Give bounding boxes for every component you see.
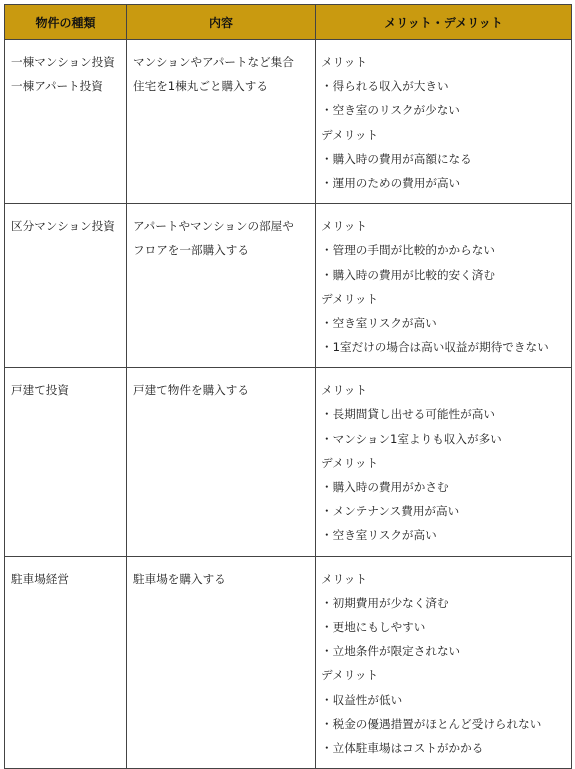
merits-demerits-cell-content [316, 204, 571, 367]
merit-item: ・立地条件が限定されない [321, 644, 461, 659]
property-type-line: 一棟アパート投資 [11, 79, 103, 94]
demerit-label: デメリット [321, 291, 379, 306]
description-cell-content [127, 40, 315, 106]
header-content: 内容 [127, 5, 316, 40]
table-row [5, 368, 572, 556]
merit-item: ・長期間貸し出せる可能性が高い [321, 407, 495, 422]
property-type-cell [5, 556, 127, 769]
description-line: アパートやマンションの部屋や [133, 219, 294, 234]
table-row [5, 40, 572, 204]
property-type-line: 一棟マンション投資 [11, 55, 115, 69]
property-type-cell-content [5, 557, 126, 599]
merit-label: メリット [321, 571, 367, 586]
merit-item: ・初期費用が少なく済む [321, 595, 449, 610]
header-property-type: 物件の種類 [5, 5, 127, 40]
description-cell-content [127, 557, 315, 599]
demerit-item: ・メンテナンス費用が高い [321, 504, 460, 519]
table-header-row [5, 5, 572, 40]
demerit-item: ・空き室リスクが高い [321, 315, 437, 330]
demerit-item: ・収益性が低い [321, 692, 403, 707]
merits-demerits-cell [316, 556, 572, 769]
property-type-cell [5, 368, 127, 556]
table-row [5, 204, 572, 368]
description-cell-content [127, 368, 315, 410]
description-cell [127, 204, 316, 368]
demerit-item: ・運用のための費用が高い [321, 175, 461, 190]
merit-item: ・得られる収入が大きい [321, 79, 449, 94]
demerit-item: ・空き室リスクが高い [321, 528, 437, 543]
property-type-line: 区分マンション投資 [11, 219, 115, 234]
merit-label: メリット [321, 219, 367, 234]
property-type-cell-content [5, 40, 126, 106]
description-cell [127, 556, 316, 769]
demerit-item: ・購入時の費用がかさむ [321, 480, 449, 494]
demerit-item: ・立体駐車場はコストがかかる [321, 740, 484, 755]
description-line: 戸建て物件を購入する [133, 383, 249, 398]
demerit-label: デメリット [321, 127, 379, 142]
merit-item: ・空き室のリスクが少ない [321, 103, 460, 118]
merit-item: ・管理の手間が比較的かからない [321, 243, 495, 258]
merit-item: ・更地にもしやすい [321, 619, 426, 634]
description-line: フロアを一部購入する [133, 243, 249, 258]
property-type-cell-content [5, 204, 126, 246]
demerit-item: ・購入時の費用が高額になる [321, 151, 472, 166]
description-cell [127, 368, 316, 556]
table-row [5, 556, 572, 769]
demerit-label: デメリット [321, 455, 379, 470]
header-merits-demerits: メリット・デメリット [316, 5, 572, 40]
description-cell [127, 40, 316, 204]
merits-demerits-cell-content [316, 368, 571, 555]
property-type-line: 駐車場経営 [11, 571, 69, 586]
demerit-item: ・税金の優遇措置がほとんど受けられない [321, 716, 542, 731]
demerit-item: ・1室だけの場合は高い収益が期待できない [321, 340, 549, 355]
property-type-cell-content [5, 368, 126, 410]
property-type-cell [5, 40, 127, 204]
description-cell-content [127, 204, 315, 270]
merits-demerits-cell-content [316, 40, 571, 203]
merits-demerits-cell [316, 204, 572, 368]
merits-demerits-cell-content [316, 557, 571, 769]
description-line: 住宅を1棟丸ごと購入する [133, 79, 268, 94]
merit-item: ・マンション1室よりも収入が多い [321, 431, 502, 446]
merit-label: メリット [321, 383, 367, 398]
table-body [5, 40, 572, 769]
demerit-label: デメリット [321, 668, 379, 683]
property-type-line: 戸建て投資 [11, 383, 69, 398]
merits-demerits-cell [316, 368, 572, 556]
merit-label: メリット [321, 55, 367, 69]
merit-item: ・購入時の費用が比較的安く済む [321, 267, 495, 282]
description-line: マンションやアパートなど集合 [133, 55, 294, 69]
description-line: 駐車場を購入する [133, 571, 226, 586]
investment-comparison-table [4, 4, 572, 769]
merits-demerits-cell [316, 40, 572, 204]
property-type-cell [5, 204, 127, 368]
